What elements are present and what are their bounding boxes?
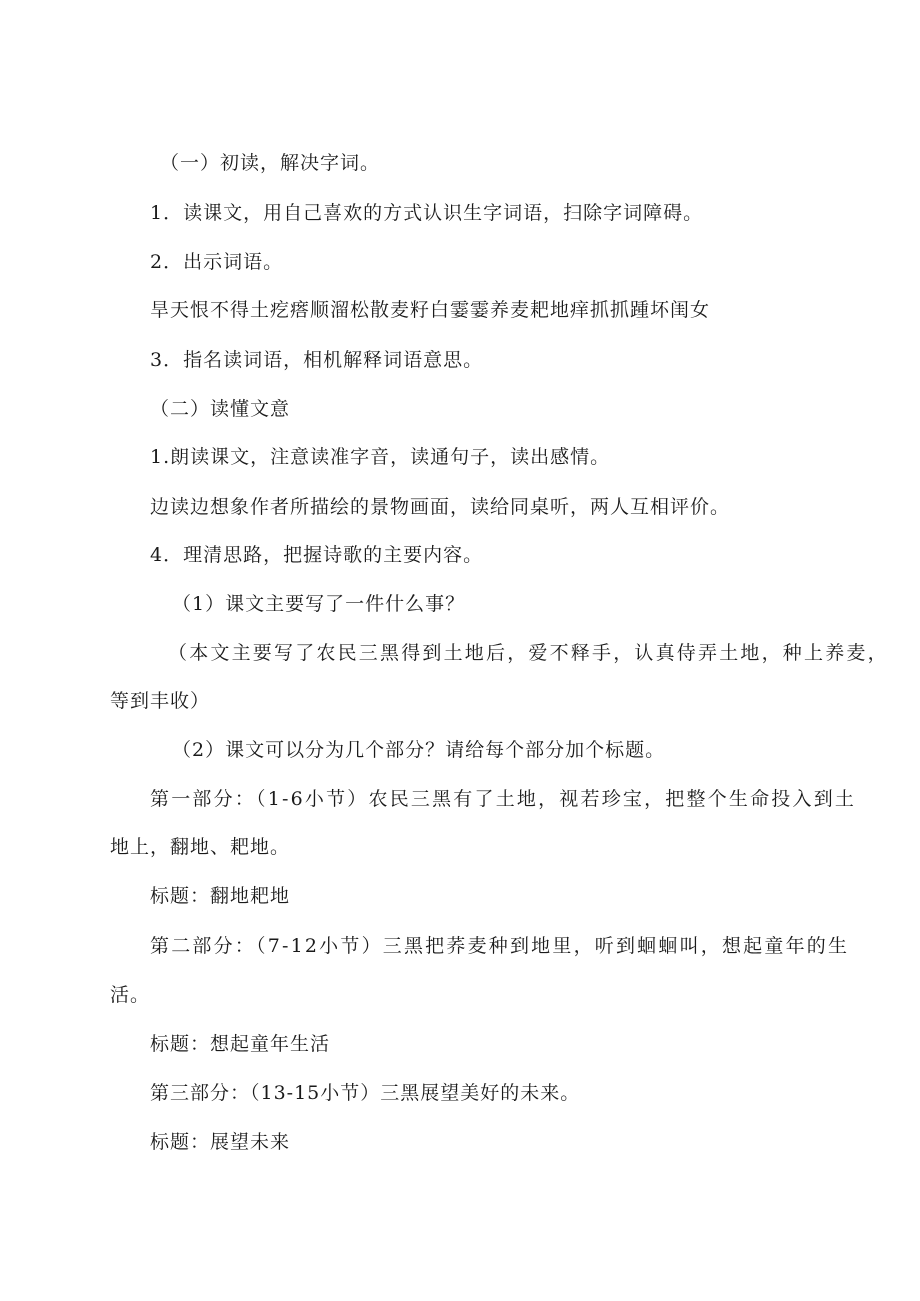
step-4-outline: 4．理清思路，把握诗歌的主要内容。 (150, 544, 484, 566)
part-1-line-1: 第一部分：（1-6小节）农民三黑有了土地，视若珍宝，把整个生命投入到土 (150, 788, 857, 810)
section-heading-first-reading: （一）初读，解决字词。 (160, 152, 381, 174)
part-2-line-1: 第二部分：（7-12小节）三黑把荞麦种到地里，听到蛔蛔叫，想起童年的生 (150, 935, 850, 957)
part-3-title: 标题：展望未来 (150, 1131, 291, 1153)
imagine-scene-instruction: 边读边想象作者所描绘的景物画面，读给同桌听，两人互相评价。 (150, 496, 731, 518)
part-2-line-2: 活。 (110, 984, 151, 1006)
section-heading-understanding: （二）读懂文意 (150, 398, 291, 420)
question-2: （2）课文可以分为几个部分？请给每个部分加个标题。 (172, 739, 666, 761)
step-3-read-words: 3．指名读词语，相机解释词语意思。 (150, 349, 484, 371)
part-1-title: 标题：翻地耙地 (150, 885, 291, 907)
part-1-line-2: 地上，翻地、耙地。 (110, 836, 291, 858)
question-1: （1）课文主要写了一件什么事？ (172, 593, 466, 615)
answer-1-line-1: （本文主要写了农民三黑得到土地后，爱不释手，认真侍弄土地，种上养麦， (168, 642, 889, 664)
step-1-read-aloud: 1.朗读课文，注意读准字音，读通句子，读出感情。 (150, 446, 611, 468)
answer-1-line-2: 等到丰收） (110, 690, 211, 712)
part-3-line-1: 第三部分：（13-15小节）三黑展望美好的未来。 (150, 1082, 581, 1104)
part-2-title: 标题：想起童年生活 (150, 1033, 331, 1055)
step-2-show-words: 2．出示词语。 (150, 251, 284, 273)
step-1-read-text: 1．读课文，用自己喜欢的方式认识生字词语，扫除字词障碍。 (150, 202, 704, 224)
vocabulary-list: 旱天恨不得土疙瘩顺溜松散麦籽白霎霎养麦耙地痒抓抓踵坏闺女 (150, 299, 711, 321)
